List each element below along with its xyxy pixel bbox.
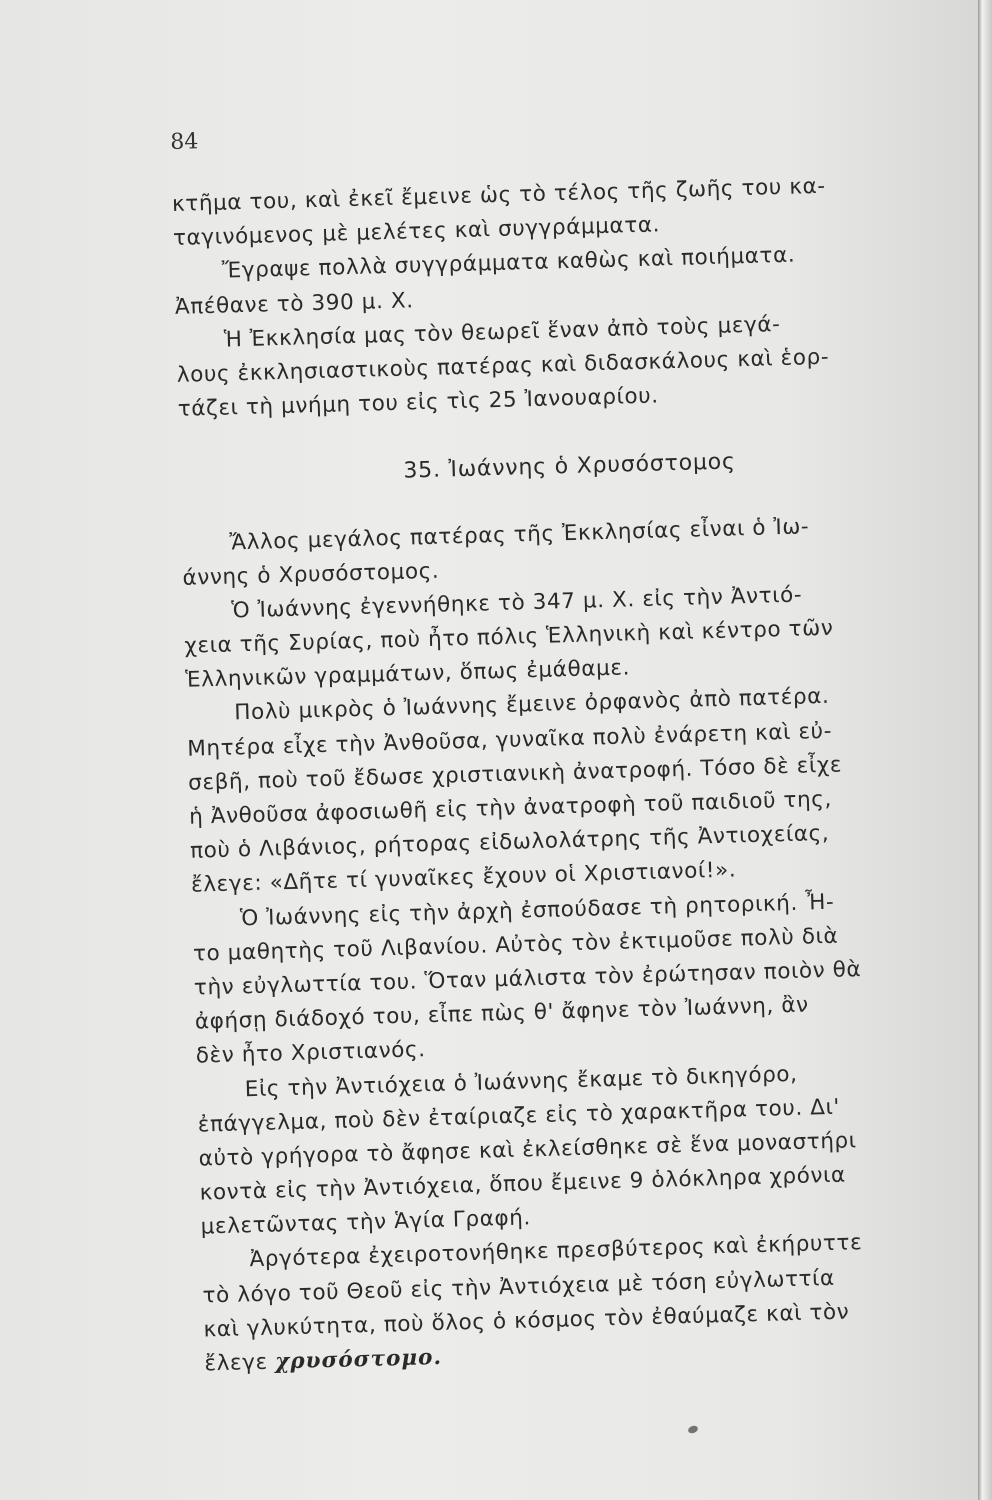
text-line: αὐτὸ γρήγορα τὸ ἄφησε καὶ ἐκλείσθηκε σὲ ἕνα μοναστήρι	[198, 1128, 857, 1172]
text-line: τὴν εὐγλωττία του. Ὅταν μάλιστα τὸν ἐρώτησαν ποιὸν θὰ	[193, 956, 862, 1001]
text-line: δὲν ἦτο Χριστιανός.	[195, 1037, 427, 1069]
page-edge-shadow	[978, 0, 992, 1500]
text-line: άννης ὁ Χρυσόστομος.	[182, 558, 440, 591]
text-block	[170, 108, 985, 1381]
text-line: τάζει τὴ μνήμη του εἰς τὶς 25 Ἰανουαρίου.	[177, 383, 660, 423]
text-line: Ἀπέθανε τὸ 390 μ. Χ.	[174, 287, 414, 320]
text-line: καὶ γλυκύτητα, ποὺ ὅλος ὁ κόσμος τὸν ἐθαύμαζε καὶ τὸν	[203, 1299, 850, 1343]
text-line: Ἀργότερα ἐχειροτονήθηκε πρεσβύτερος καὶ ἐκήρυττε	[249, 1230, 863, 1273]
text-line: Ὁ Ἰωάννης ἐγεννήθηκε τὸ 347 μ. Χ. εἰς τὴν Ἀντιό-	[231, 582, 803, 624]
text-line: ἡ Ἀνθοῦσα ἀφοσιωθῆ εἰς τὴν ἀνατροφὴ τοῦ παιδιοῦ της,	[188, 786, 833, 830]
text-line: Ἑλληνικῶν γραμμάτων, ὅπως ἐμάθαμε.	[185, 655, 631, 694]
text-line: σεβῆ, ποὺ τοῦ ἔδωσε χριστιανικὴ ἀνατροφή. Τόσο δὲ εἶχε	[187, 752, 843, 796]
text-line: τὸ λόγο τοῦ Θεοῦ εἰς τὴν Ἀντιόχεια μὲ τόση εὐγλωττία	[202, 1265, 836, 1309]
text-line: ταγινόμενος μὲ μελέτες καὶ συγγράμματα.	[172, 212, 661, 252]
text-line: ποὺ ὁ Λιβάνιος, ρήτορας εἰδωλολάτρης τῆς Ἀντιοχείας,	[189, 821, 830, 864]
text-line: το μαθητὴς τοῦ Λιβανίου. Αὐτὸς τὸν ἐκτιμοῦσε πολὺ διὰ	[192, 923, 839, 967]
text-line: μελετῶντας τὴν Ἁγία Γραφή.	[200, 1205, 532, 1240]
text-line: Ἄλλος μεγάλος πατέρας τῆς Ἐκκλησίας εἶναι ὁ Ἰω-	[229, 513, 810, 555]
text-line-prefix: ἔλεγε	[204, 1349, 269, 1377]
text-line: λους ἐκκλησιαστικοὺς πατέρας καὶ διδασκάλους καὶ ἑορ-	[176, 344, 830, 388]
text-line: Εἰς τὴν Ἀντιόχεια ὁ Ἰωάννης ἔκαμε τὸ δικηγόρο,	[244, 1061, 798, 1102]
text-line: κτῆμα του, καὶ ἐκεῖ ἔμεινε ὡς τὸ τέλος τῆς ζωῆς του κα-	[171, 173, 827, 217]
section-heading: 35. Ἰωάννης ὁ Χρυσόστομος	[403, 449, 737, 484]
text-line: Πολὺ μικρὸς ὁ Ἰωάννης ἔμεινε ὀρφανὸς ἀπὸ πατέρα.	[233, 684, 830, 726]
text-line: χεια τῆς Συρίας, ποὺ ἦτο πόλις Ἑλληνικὴ καὶ κέντρο τῶν	[184, 615, 834, 659]
text-line: Μητέρα εἶχε τὴν Ἀνθοῦσα, γυναῖκα πολὺ ἐνάρετη καὶ εὐ-	[186, 718, 833, 762]
emphasized-word: χρυσόστομο.	[274, 1344, 443, 1375]
text-line: ἔλεγε: «Δῆτε τί γυναῖκες ἔχουν οἱ Χριστιανοί!».	[190, 857, 737, 899]
ink-speck	[687, 1425, 699, 1435]
text-line: Ὁ Ἰωάννης εἰς τὴν ἀρχὴ ἐσπούδασε τὴ ρητορική. Ἦ-	[239, 889, 835, 931]
text-line: κοντὰ εἰς τὴν Ἀντιόχεια, ὅπου ἔμεινε 9 ὁλόκληρα χρόνια	[199, 1162, 847, 1206]
text-line: Ἔγραψε πολλὰ συγγράμματα καθὼς καὶ ποιήματα.	[221, 242, 796, 284]
page-number: 84	[170, 129, 199, 155]
text-line: ἐπάγγελμα, ποὺ δὲν ἐταίριαζε εἰς τὸ χαρακτῆρα του. Δι'	[197, 1094, 841, 1138]
text-line: Ἡ Ἐκκλησία μας τὸν θεωρεῖ ἕναν ἀπὸ τοὺς μεγά-	[223, 311, 781, 353]
text-line: ἀφήσῃ διάδοχό του, εἶπε πὼς θ' ἄφηνε τὸν Ἰωάννη, ἂν	[194, 992, 810, 1035]
